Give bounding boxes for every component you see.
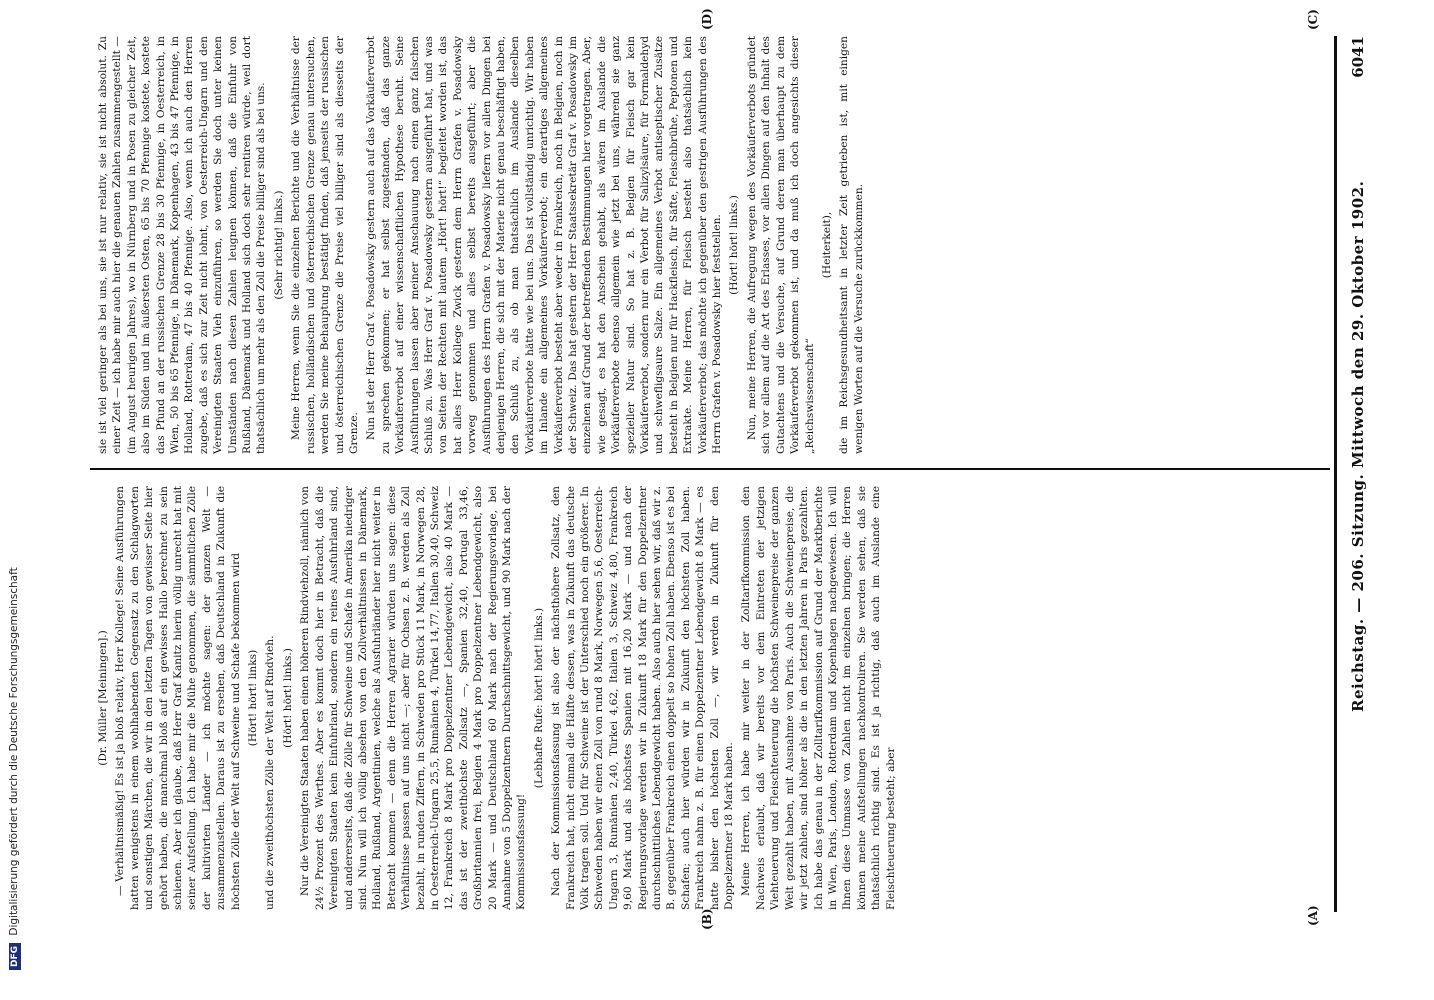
right-column (96, 36, 1326, 454)
digitization-credit (8, 567, 21, 970)
interjection: (Hört! hört! links) (247, 649, 260, 747)
paragraph: Meine Herren, ich habe mir weiter in der Zolltarifkommission den Nachweis erlaubt, daß wir bereits vor dem Eintreten der jetzigen Viehteuerung und Fleischteuerung die höchsten Schweinepreise der ganzen Welt gezahlt haben, mit Ausnahme von Paris. Auch die Schweinepreise, die wir jetzt zahlen, sind höher als die in den letzten Jahren in Paris gezahlten. Ich habe das genau in der Zolltarifkommission auf Grund der Marktberichte in Wien, Paris, London, Rotterdam und Kopenhagen nachgewiesen. Ich will Ihnen diese Unmasse von Zahlen nicht im einzelnen bringen; die Herren können meine Aufstellungen nachkontroliren. Sie werden sehen, daß sie thatsächlich richtig sind. Es ist ja richtig, daß auch im Auslande eine Fleischteuerung besteht; aber (740, 486, 897, 910)
running-header (1349, 36, 1373, 912)
paragraph: sie ist viel geringer als bei uns, sie ist nur relativ, sie ist nicht absolut. Zu einer Zeit — ich habe mir auch hier die genauen Zahlen zusammengestellt — (im August heurigen Jahres), wo in Nürnberg und in Posen zu gleicher Zeit, also im Süden und im äußersten Osten, 65 bis 70 Pfennige kostete, kostete das Pfund an der russischen Grenze 28 bis 30 Pfennige, in Oesterreich, in Wien, 50 bis 65 Pfennige, in Dänemark, Kopenhagen, 43 bis 47 Pfennige, in Holland, Rotterdam, 47 bis 40 Pfennige. Also, wenn ich auch den Herren zugebe, daß es sich zur Zeit nicht lohnt, von Oesterreich-Ungarn und den Vereinigten Staaten Vieh einzuführen, so werden Sie doch unter keinen Umständen nach diesen Zahlen leugnen können, daß die Einfuhr von Rußland, Dänemark und Holland sich doch sehr rentiren würde, weil dort thatsächlich um mehr als den Zoll die Preise billiger sind als bei uns. (97, 36, 268, 454)
interjection: (Hört! hört! links.) (728, 195, 741, 295)
column-divider (90, 468, 1330, 470)
paragraph: die im Reichsgesundheitsamt in letzter Zeit getrieben ist, mit einigen wenigen Worten auf die Versuche zurückkommen. (838, 36, 865, 454)
credit-text: Digitalisierung gefördert durch die Deutsche Forschungsgemeinschaft (8, 567, 20, 936)
paragraph: Nach der Kommissionsfassung ist also der nächsthöhere Zollsatz, den Frankreich hat, nicht einmal die Hälfte dessen, was in Zukunft das deutsche Volk tragen soll. Und für Schweine ist der Unterschied noch ein größerer. In Schweden haben wir einen Zoll von rund 8 Mark, Norwegen 5,6, Oesterreich-Ungarn 3, Rumänien 2,40, Türkei 4,62, Italien 3, Schweiz 4,80, Frankreich 9,60 Mark und als höchstes Spanien mit 16,20 Mark — und nach der Regierungsvorlage werden wir in Zukunft 18 Mark für den Doppelzentner durchschnittliches Lebendgewicht haben. Also auch hier sehen wir, daß wir z. B. gegenüber Frankreich einen doppelt so hohen Zoll haben. Ebenso ist es bei Schafen; auch hier würden wir in Zukunft den höchsten Zoll haben. Frankreich nahm z. B. für einen Doppelzentner Lebendgewicht 8 Mark — es hatte bisher den höchsten Zoll —, wir werden in Zukunft für den Doppelzentner 18 Mark haben. (550, 486, 736, 910)
left-column (96, 486, 1326, 910)
paragraph: und die zweithöchsten Zölle der Welt auf Rindvieh. (264, 635, 277, 910)
paragraph: Nun ist der Herr Graf v. Posadowsky gestern auch auf das Vorkäuferverbot zu sprechen gekommen; er hat selbst zugestanden, daß das ganze Vorkäuferverbot auf einer wissenschaftlichen Hypothese beruht. Seine Ausführungen lassen aber meiner Anschauung nach einen ganz falschen Schluß zu. Was Herr Graf v. Posadowsky gestern ausgeführt hat, und was von Seiten der Rechten mit lautem „Hört! hört!“ begleitet worden ist, das hat alles Herr Kollege Zwick gestern dem Herrn Grafen v. Posadowsky vorweg genommen und alles selbst bereits ausgeführt; aber die Ausführungen des Herrn Grafen v. Posadowsky liefern vor allen Dingen bei denjenigen Herren, die sich mit der Materie nicht genau beschäftigt haben, den Schluß zu, als ob man thatsächlich im Auslande dieselben Vorkäuferverbote hätte wie bei uns. Das ist vollständig unrichtig. Wir haben im Inlande ein allgemeines Vorkäuferverbot; ein derartiges allgemeines Vorkäuferverbot besteht aber weder in Frankreich, noch in Belgien, noch in der Schweiz. Das hat gestern der Herr Staatssekretär Graf v. Posadowsky im einzelnen auf Grund der betreffenden Bestimmungen hier vorgetragen. Aber, wie gesagt, es hat den Anschein gehabt, als wären im Auslande die Vorkäuferverbote ebenso allgemein wie jetzt bei uns, während sie ganz spezieller Natur sind. So hat z. B. Belgien für Fleisch gar kein Vorkäuferverbot, sondern nur ein Verbot für Salizylsäure, für Formaldehyd und schwefligsaure Salze. Ein allgemeines Verbot antiseptischer Zusätze besteht in Belgien nur für Hackfleisch, für Säfte, Fleischbrühe, Peptonen und Extrakte. Meine Herren, für Fleisch besteht also thatsächlich kein Vorkäuferverbot; das möchte ich gegenüber den gestrigen Ausführungen des Herrn Grafen v. Posadowsky hier feststellen. (365, 36, 724, 454)
margin-marker-a: (A) (1306, 905, 1320, 926)
paragraph: Meine Herren, wenn Sie die einzelnen Berichte und die Verhältnisse der russischen, holländischen und österreichischen Grenze genau untersuchen, werden Sie meine Behauptung bestätigt finden, daß jenseits der russischen und österreichischen Grenze die Preise viel billiger sind als diesseits der Grenze. (290, 36, 360, 454)
header-rule (1334, 36, 1337, 912)
margin-marker-c: (C) (1306, 9, 1320, 30)
margin-marker-b: (B) (700, 908, 714, 930)
paragraph: — Verhältnismäßig! Es ist ja bloß relativ, Herr Kollege! Seine Ausführungen hatten wenigstens in einem wohlhabenden Gegensatz zu den Schlagworten und sonstigen Märchen, die wir in den letzten Tagen von gewisser Seite hier gehört haben, die manchmal bloß auf ein gewisses Hallo berechnet zu sein schienen. Aber ich glaube, daß Herr Graf Kanitz hierin völlig unrecht hat mit seiner Aufstellung. Ich habe mir die Mühe genommen, die sämmtlichen Zölle der kultivirten Länder — ich möchte sagen: der ganzen Welt — zusammenzustellen. Daraus ist zu ersehen, daß Deutschland in Zukunft die höchsten Zölle der Welt auf Schweine und Schafe bekommen wird (114, 486, 242, 910)
interjection: (Sehr richtig! links.) (272, 190, 285, 300)
dfg-logo-icon: DFG (9, 943, 21, 970)
page-title: Reichstag. — 206. Sitzung. Mittwoch den 29. Oktober 1902. (1349, 180, 1367, 712)
page-number: 6041 (1349, 36, 1367, 78)
paragraph: Nur die Vereinigten Staaten haben einen höheren Rindviehzoll, nämlich von 24½ Prozent des Werthes. Aber es kommt doch hier in Betracht, daß die Vereinigten Staaten kein Einfuhrland, sondern ein reines Ausfuhrland sind, und andererseits, daß die Zölle für Schweine und Schafe in Amerika niedriger sind. Nun will ich völlig absehen von den Zollverhältnissen in Dänemark, Holland, Rußland, Argentinien, welche als Ausfuhrländer hier nicht weiter in Betracht kommen — denn die Herren Agrarier würden uns sagen: diese Verhältnisse passen auf uns nicht —; aber für Ochsen z. B. werden als Zoll bezahlt, in runden Ziffern, in Schweden pro Stück 11 Mark, in Norwegen 28, in Oesterreich-Ungarn 25,5, Rumänien 4, Türkei 14,77, Italien 30,40, Schweiz 12, Frankreich 8 Mark pro Doppelzentner Lebendgewicht, also 40 Mark — das ist der zweithöchste Zollsatz —, Spanien 32,40, Portugal 33,46, Großbritannien frei, Belgien 4 Mark pro Doppelzentner Lebendgewicht, also 20 Mark — und Deutschland 60 Mark nach der Regierungsvorlage, bei Annahme von 5 Doppelzentnern Durchschnittsgewicht, und 90 Mark nach der Kommissionsfassung! (299, 486, 528, 910)
interjection: (Lebhafte Rufe: hört! hört! links.) (532, 607, 545, 789)
speaker-label: (Dr. Müller [Meiningen].) (97, 630, 109, 766)
interjection: (Heiterkeit), (820, 211, 833, 279)
paragraph: Nun, meine Herren, die Aufregung wegen des Vorkäuferverbots gründet sich vor allem auf die Art des Erlasses, vor allen Dingen auf den Inhalt des Gutachtens und die Versuche, auf Grund deren man überhaupt zu dem Vorkäuferverbot gekommen ist, und da muß ich doch angesichts dieser „Reichswissenschaft“ (745, 36, 816, 454)
interjection: (Hört! hört! links.) (281, 648, 294, 748)
margin-marker-d: (D) (700, 8, 714, 30)
